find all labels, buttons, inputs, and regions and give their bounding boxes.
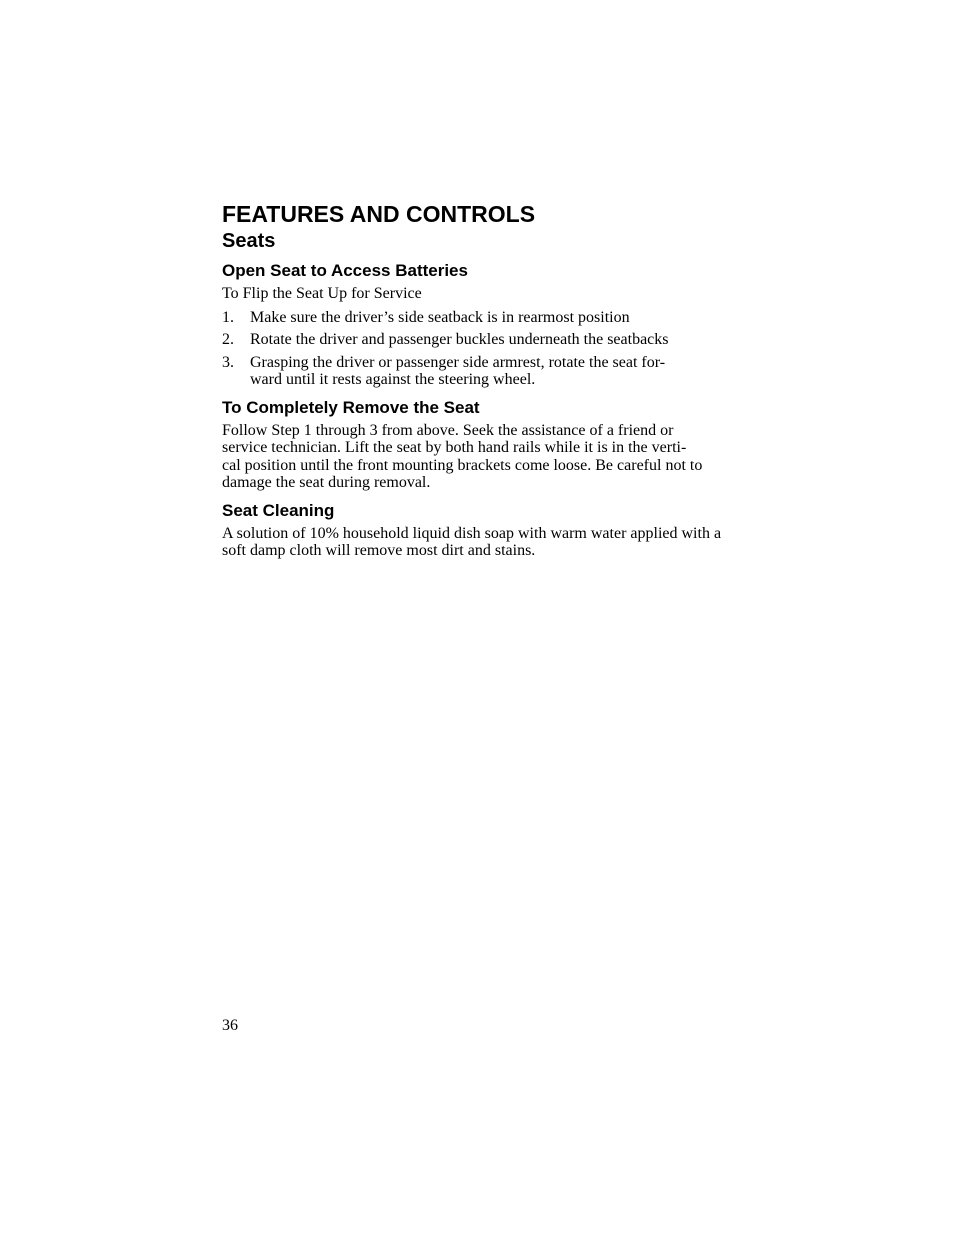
- step-number: 3.: [222, 353, 234, 371]
- step-text: Make sure the driver’s side seatback is in rearmost position: [250, 308, 630, 326]
- open-seat-heading: Open Seat to Access Batteries: [222, 261, 468, 280]
- step-item: [222, 309, 722, 327]
- step-text: Rotate the driver and passenger buckles underneath the seatbacks: [250, 331, 669, 348]
- step-item: [222, 354, 722, 389]
- seat-cleaning-heading: Seat Cleaning: [222, 500, 335, 520]
- step-text: Grasping the driver or passenger side armrest, rotate the seat for- ward until it rests against the steering wheel.: [250, 353, 666, 388]
- seat-cleaning-body: A solution of 10% household liquid dish soap with warm water applied with a soft damp cloth will remove most dirt and stains.: [222, 524, 722, 559]
- open-seat-intro: To Flip the Seat Up for Service: [222, 285, 422, 302]
- step-number: 2.: [222, 331, 234, 348]
- remove-seat-body: Follow Step 1 through 3 from above. Seek the assistance of a friend or service technician. Lift the seat by both hand rails while it is in the verti- cal position until the front mounting brackets come loose. Be careful not to damage the seat during removal.: [222, 421, 703, 491]
- remove-seat-heading: To Completely Remove the Seat: [222, 397, 480, 417]
- subsection-title: Seats: [222, 230, 276, 252]
- page-number: 36: [222, 1017, 238, 1034]
- step-item: [222, 331, 722, 349]
- page-content: [222, 200, 722, 560]
- step-number: 1.: [222, 308, 234, 326]
- open-seat-steps: [222, 309, 722, 389]
- section-title: FEATURES AND CONTROLS: [222, 201, 536, 227]
